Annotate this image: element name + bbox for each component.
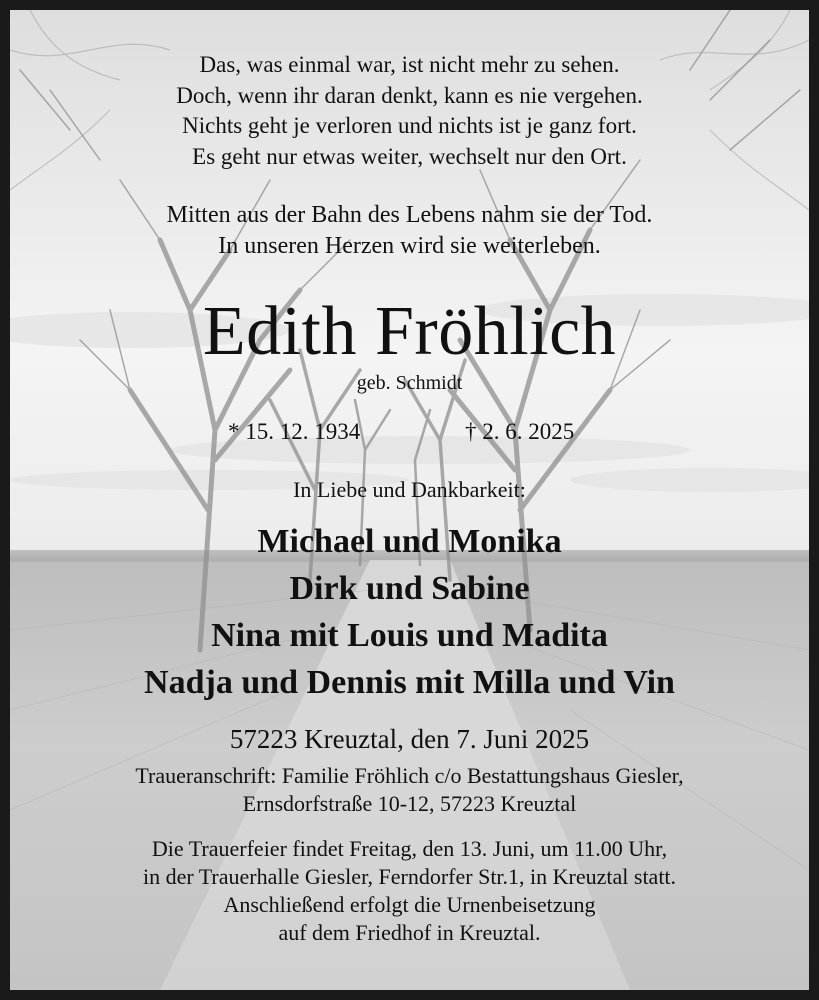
second-verse	[10, 200, 809, 262]
mourner-entry: Michael und Monika	[257, 523, 562, 560]
verse-line: In unseren Herzen wird sie weiterleben.	[218, 233, 601, 259]
birth-name: geb. Schmidt	[356, 372, 463, 394]
address-line: Ernsdorfstraße 10-12, 57223 Kreuztal	[242, 791, 577, 816]
service-line: auf dem Friedhof in Kreuztal.	[278, 920, 541, 945]
service-line: in der Trauerhalle Giesler, Ferndorfer Str.1, in Kreuztal statt.	[142, 864, 677, 889]
poem-line: Das, was einmal war, ist nicht mehr zu sehen.	[199, 52, 620, 77]
mourning-address	[10, 762, 809, 818]
mourner-entry: Dirk und Sabine	[289, 570, 530, 607]
funeral-service-info	[10, 835, 809, 947]
birth-date: * 15. 12. 1934	[228, 419, 361, 444]
deceased-name: Edith Fröhlich	[202, 293, 617, 370]
poem-verse	[10, 50, 809, 172]
gratitude-line: In Liebe und Dankbarkeit:	[293, 477, 526, 502]
place-and-date: 57223 Kreuztal, den 7. Juni 2025	[229, 724, 590, 754]
address-line: Traueranschrift: Familie Fröhlich c/o Bestattungshaus Giesler,	[135, 763, 684, 788]
mourner-entry: Nadja und Dennis mit Milla und Vin	[144, 664, 675, 701]
service-line: Anschließend erfolgt die Urnenbeisetzung	[223, 892, 596, 917]
mourner-entry: Nina mit Louis und Madita	[211, 617, 608, 654]
poem-line: Doch, wenn ihr daran denkt, kann es nie vergehen.	[176, 82, 643, 108]
notice-content	[10, 10, 809, 990]
death-date: † 2. 6. 2025	[465, 419, 575, 444]
poem-line: Nichts geht je verloren und nichts ist je ganz fort.	[182, 113, 637, 138]
mourners-list	[10, 518, 809, 706]
verse-line: Mitten aus der Bahn des Lebens nahm sie der Tod.	[166, 202, 653, 228]
poem-line: Es geht nur etwas weiter, wechselt nur den Ort.	[192, 143, 627, 169]
service-line: Die Trauerfeier findet Freitag, den 13. Juni, um 11.00 Uhr,	[151, 836, 668, 861]
